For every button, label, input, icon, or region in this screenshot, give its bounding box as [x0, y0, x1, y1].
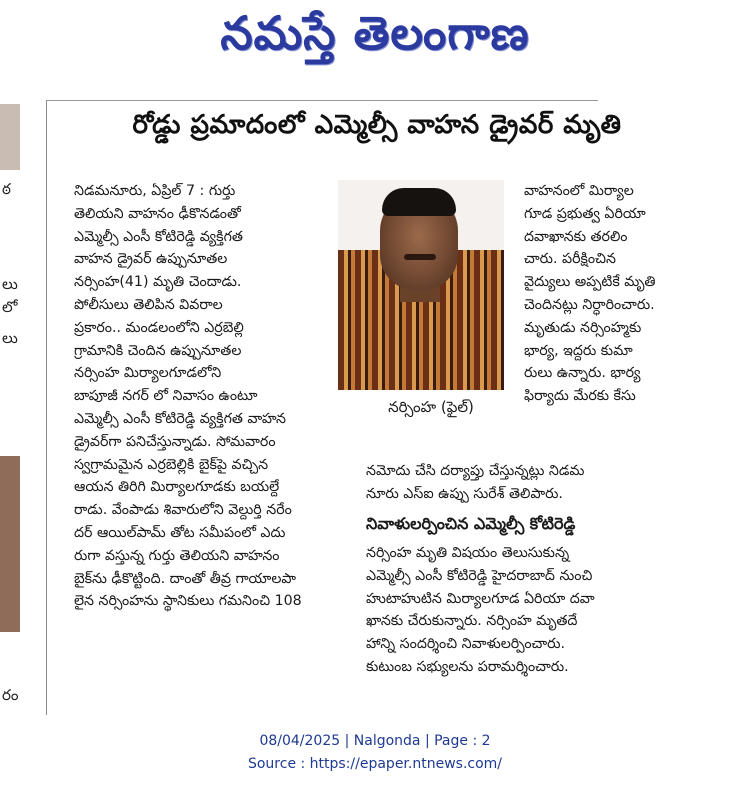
- text-line: ఎమ్మెల్సీ ఎంసీ కోటిరెడ్డి వ్యక్తిగత వాహన: [74, 410, 286, 427]
- article-wide-lines: [366, 460, 704, 506]
- text-line: బాపూజీ నగర్ లో నివాసం ఉంటూ: [74, 388, 258, 405]
- masthead-title: నమస్తే తెలంగాణ: [220, 6, 530, 60]
- text-line: తెలియని వాహనం ఢీకొనడంతో: [74, 205, 241, 222]
- text-line: రుగా వస్తున్న గుర్తు తెలియని వాహనం: [74, 547, 280, 564]
- text-line: ప్రకారం.. మండలంలోని ఎర్రబెల్లి: [74, 319, 244, 336]
- text-line: డ్రైవర్‌గా పనిచేస్తున్నాడు. సోమవారం: [74, 433, 276, 450]
- text-line: నిడమనూరు, ఏప్రిల్ 7 : గుర్తు: [74, 183, 236, 199]
- text-line: నర్సింహ(41) మృతి చెందాడు.: [74, 274, 242, 291]
- text-line: ఖానకు చేరుకున్నారు. నర్సింహ మృతదే: [366, 613, 578, 630]
- text-line: చారు. పరీక్షించిన: [524, 251, 616, 268]
- newspaper-masthead: [0, 0, 750, 80]
- text-line: గ్రామానికి చెందిన ఉప్పునూతల: [74, 342, 242, 359]
- photo-mustache: [404, 254, 436, 260]
- adjacent-text-fragment: ఠ: [2, 180, 11, 198]
- text-line: దవాఖానకు తరలిం: [524, 228, 628, 245]
- text-line: వైద్యులు అప్పటికే మృతి: [524, 274, 656, 291]
- text-line: దర్ ఆయిల్‌పామ్ తోట సమీపంలో ఎదు: [74, 524, 286, 541]
- text-line: ఆయన తిరిగి మిర్యాలగూడకు బయల్దే: [74, 479, 280, 496]
- text-line: హాన్ని సందర్శించి నివాళులర్పించారు.: [366, 636, 566, 653]
- text-line: ఎమ్మెల్సీ ఎంసీ కోటిరెడ్డి వ్యక్తిగత: [74, 228, 243, 245]
- text-line: గూడ ప్రభుత్వ ఏరియా: [524, 205, 646, 222]
- text-line: భార్య, ఇద్దరు కుమా: [524, 342, 633, 359]
- adjacent-text-fragment: లు: [2, 329, 18, 347]
- text-line: నర్సింహ మిర్యాలగూడలోని: [74, 365, 222, 382]
- text-line: మృతుడు నర్సింహ్మకు: [524, 319, 642, 336]
- text-line: స్వగ్రామమైన ఎర్రబెల్లికి బైక్‌పై వచ్చిన: [74, 456, 269, 473]
- text-line: నర్సింహ మృతి విషయం తెలుసుకున్న: [366, 545, 570, 561]
- photo-hair: [382, 188, 456, 216]
- article-column-3: [524, 180, 704, 408]
- article-column-1: [74, 180, 344, 613]
- text-line: చెందినట్లు నిర్ధారించారు.: [524, 296, 655, 313]
- text-line: కుటుంబ సభ్యులను పరామర్శించారు.: [366, 658, 569, 675]
- adjacent-photo-fragment: [0, 104, 20, 170]
- adjacent-text-fragment: లో: [2, 298, 18, 316]
- text-line: హుటాహుటిన మిర్యాలగూడ ఏరియా దవా: [366, 590, 595, 607]
- article-subheading: నివాళులర్పించిన ఎమ్మెల్సీ కోటిరెడ్డి: [366, 514, 576, 533]
- footer-source-link[interactable]: Source : https://epaper.ntnews.com/: [247, 756, 503, 772]
- text-line: వాహనంలో మిర్యాల: [524, 183, 634, 199]
- text-line: నమోదు చేసి దర్యాప్తు చేస్తున్నట్లు నిడమ: [366, 463, 585, 479]
- article-bottom-block: [366, 542, 704, 679]
- adjacent-text-fragment: లు: [2, 275, 18, 293]
- text-line: బైక్‌ను ఢీకొట్టింది. దాంతో తీవ్ర గాయాలపా: [74, 570, 297, 587]
- text-line: లైన నర్సింహను స్థానికులు గమనించి 108: [74, 593, 302, 610]
- news-article: [46, 100, 706, 715]
- text-line: రులు ఉన్నారు. భార్య: [524, 365, 641, 382]
- person-photo: [338, 180, 504, 390]
- footer-date-edition: 08/04/2025 | Nalgonda | Page : 2: [259, 733, 491, 749]
- text-line: ఫిర్యాదు మేరకు కేసు: [524, 388, 636, 405]
- article-headline: రోడ్డు ప్రమాదంలో ఎమ్మెల్సీ వాహన డ్రైవర్ మృతి: [132, 110, 622, 140]
- text-line: రాడు. వేంపాడు శివారులోని వెల్దుర్తి నరేం: [74, 502, 292, 519]
- adjacent-text-fragment: రం: [2, 686, 19, 704]
- top-rule: [46, 100, 598, 101]
- text-line: ఎమ్మెల్సీ ఎంసీ కోటిరెడ్డి హైదరాబాద్ నుంచి: [366, 567, 593, 584]
- text-line: నూరు ఎస్ఐ ఉప్పు సురేశ్ తెలిపారు.: [366, 485, 563, 502]
- text-line: పోలీసులు తెలిపిన వివరాల: [74, 296, 223, 313]
- text-line: వాహన డ్రైవర్ ఉప్పునూతల: [74, 251, 228, 268]
- photo-caption: నర్సింహ (ఫైల్): [388, 398, 474, 416]
- adjacent-photo-fragment: [0, 456, 20, 632]
